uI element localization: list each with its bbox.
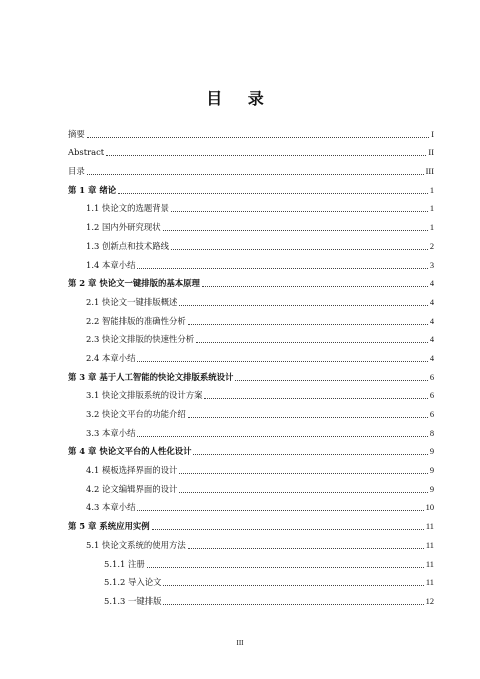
toc-entry[interactable] bbox=[68, 140, 434, 159]
toc-entry-page: 1 bbox=[429, 204, 434, 214]
toc-entry[interactable] bbox=[68, 439, 434, 458]
dot-leader bbox=[137, 268, 427, 269]
dot-leader bbox=[163, 585, 423, 586]
dot-leader bbox=[204, 398, 427, 399]
toc-entry-page: 1 bbox=[429, 185, 434, 195]
toc-entry-label: 摘要 bbox=[68, 128, 85, 139]
toc-entry-label: 5.1.3 一键排版 bbox=[104, 595, 162, 606]
toc-entry-page: I bbox=[431, 129, 434, 139]
toc-entry-page: 4 bbox=[429, 316, 434, 326]
dot-leader bbox=[147, 567, 424, 568]
toc-entry[interactable] bbox=[68, 158, 434, 177]
dot-leader bbox=[171, 249, 428, 250]
dot-leader bbox=[179, 473, 427, 474]
toc-entry-label: 第 4 章 快论文平台的人性化设计 bbox=[68, 446, 192, 457]
toc-entry-page: 11 bbox=[425, 578, 434, 588]
toc-entry-label: 目录 bbox=[68, 166, 85, 177]
toc-entry-page: 6 bbox=[429, 391, 434, 401]
toc-entry-page: 11 bbox=[425, 522, 434, 532]
dot-leader bbox=[188, 548, 424, 549]
toc-entry[interactable] bbox=[68, 345, 434, 364]
toc-entry-label: 5.1.2 导入论文 bbox=[104, 577, 162, 588]
toc-entry[interactable] bbox=[68, 401, 434, 420]
dot-leader bbox=[193, 454, 427, 455]
toc-entry[interactable] bbox=[68, 532, 434, 551]
toc-entry[interactable] bbox=[68, 271, 434, 290]
toc-entry[interactable] bbox=[68, 513, 434, 532]
dot-leader bbox=[179, 492, 427, 493]
dot-leader bbox=[163, 230, 428, 231]
dot-leader bbox=[188, 417, 428, 418]
toc-entry-label: 1.1 快论文的选题背景 bbox=[86, 203, 169, 214]
toc-entry-page: 4 bbox=[429, 335, 434, 345]
toc-entry[interactable] bbox=[68, 476, 434, 495]
page-number: III bbox=[236, 639, 244, 647]
toc-entry-label: 第 5 章 系统应用实例 bbox=[68, 521, 150, 532]
dot-leader bbox=[235, 380, 427, 381]
toc-entry-page: 11 bbox=[425, 559, 434, 569]
toc-entry-page: 3 bbox=[429, 260, 434, 270]
toc-entry[interactable] bbox=[68, 177, 434, 196]
toc-entry-label: 4.1 模板选择界面的设计 bbox=[86, 465, 178, 476]
toc-entry-page: 10 bbox=[425, 503, 434, 513]
toc-entry-label: 4.2 论文编辑界面的设计 bbox=[86, 483, 178, 494]
page-title: 目 录 bbox=[206, 89, 274, 108]
dot-leader bbox=[137, 510, 423, 511]
toc-entry-page: 4 bbox=[429, 279, 434, 289]
dot-leader bbox=[118, 193, 428, 194]
dot-leader bbox=[137, 436, 427, 437]
toc-entry[interactable] bbox=[68, 551, 434, 570]
toc-entry-page: 9 bbox=[429, 447, 434, 457]
toc-entry-page: 12 bbox=[425, 596, 434, 606]
toc-entry-label: 2.3 快论文排版的快速性分析 bbox=[86, 334, 195, 345]
toc-entry-page: 2 bbox=[429, 241, 434, 251]
toc-entry-label: 2.4 本章小结 bbox=[86, 352, 136, 363]
dot-leader bbox=[163, 604, 423, 605]
toc-entry-page: 6 bbox=[429, 372, 434, 382]
toc-entry-label: 2.2 智能排版的准确性分析 bbox=[86, 315, 186, 326]
toc-entry-page: 9 bbox=[429, 466, 434, 476]
toc-entry[interactable] bbox=[68, 588, 434, 607]
toc-entry-page: II bbox=[428, 148, 434, 158]
toc-entry[interactable] bbox=[68, 570, 434, 589]
toc-entry-page: 8 bbox=[429, 428, 434, 438]
toc-entry[interactable] bbox=[68, 420, 434, 439]
toc-entry-page: 4 bbox=[429, 297, 434, 307]
dot-leader bbox=[188, 324, 428, 325]
toc-entry-label: 1.3 创新点和技术路线 bbox=[86, 240, 169, 251]
toc-entry-label: 1.2 国内外研究现状 bbox=[86, 222, 161, 233]
toc-entry-label: 1.4 本章小结 bbox=[86, 259, 136, 270]
toc-entry[interactable] bbox=[68, 233, 434, 252]
toc-entry[interactable] bbox=[68, 308, 434, 327]
toc-entry-label: 3.3 本章小结 bbox=[86, 427, 136, 438]
toc-entry-label: 第 3 章 基于人工智能的快论文排版系统设计 bbox=[68, 371, 234, 382]
toc-entry-page: III bbox=[425, 167, 434, 177]
dot-leader bbox=[196, 342, 428, 343]
dot-leader bbox=[202, 286, 428, 287]
toc-entry[interactable] bbox=[68, 495, 434, 514]
toc-entry[interactable] bbox=[68, 457, 434, 476]
toc-entry-page: 1 bbox=[429, 223, 434, 233]
toc-entry[interactable] bbox=[68, 364, 434, 383]
table-of-contents bbox=[68, 121, 434, 607]
toc-entry[interactable] bbox=[68, 196, 434, 215]
toc-entry-label: 5.1 快论文系统的使用方法 bbox=[86, 539, 186, 550]
toc-entry[interactable] bbox=[68, 252, 434, 271]
toc-entry-page: 4 bbox=[429, 353, 434, 363]
dot-leader bbox=[87, 174, 424, 175]
toc-entry-label: 2.1 快论文一键排版概述 bbox=[86, 296, 178, 307]
toc-entry[interactable] bbox=[68, 121, 434, 140]
dot-leader bbox=[106, 155, 426, 156]
toc-entry-label: 5.1.1 注册 bbox=[104, 558, 145, 569]
dot-leader bbox=[87, 137, 429, 138]
toc-entry-label: 3.1 快论文排版系统的设计方案 bbox=[86, 390, 203, 401]
toc-entry-label: 第 1 章 绪论 bbox=[68, 184, 117, 195]
toc-entry-label: 4.3 本章小结 bbox=[86, 502, 136, 513]
toc-entry-page: 11 bbox=[425, 540, 434, 550]
toc-entry-page: 6 bbox=[429, 410, 434, 419]
toc-entry[interactable] bbox=[68, 383, 434, 402]
toc-entry[interactable] bbox=[68, 327, 434, 346]
toc-entry[interactable] bbox=[68, 289, 434, 308]
dot-leader bbox=[137, 361, 427, 362]
toc-entry-label: Abstract bbox=[68, 147, 105, 158]
dot-leader bbox=[152, 529, 424, 530]
toc-entry[interactable] bbox=[68, 214, 434, 233]
dot-leader bbox=[171, 211, 428, 212]
toc-entry-label: 3.2 快论文平台的功能介绍 bbox=[86, 409, 186, 419]
toc-entry-label: 第 2 章 快论文一键排版的基本原理 bbox=[68, 278, 200, 289]
dot-leader bbox=[179, 305, 427, 306]
toc-entry-page: 9 bbox=[429, 484, 434, 494]
